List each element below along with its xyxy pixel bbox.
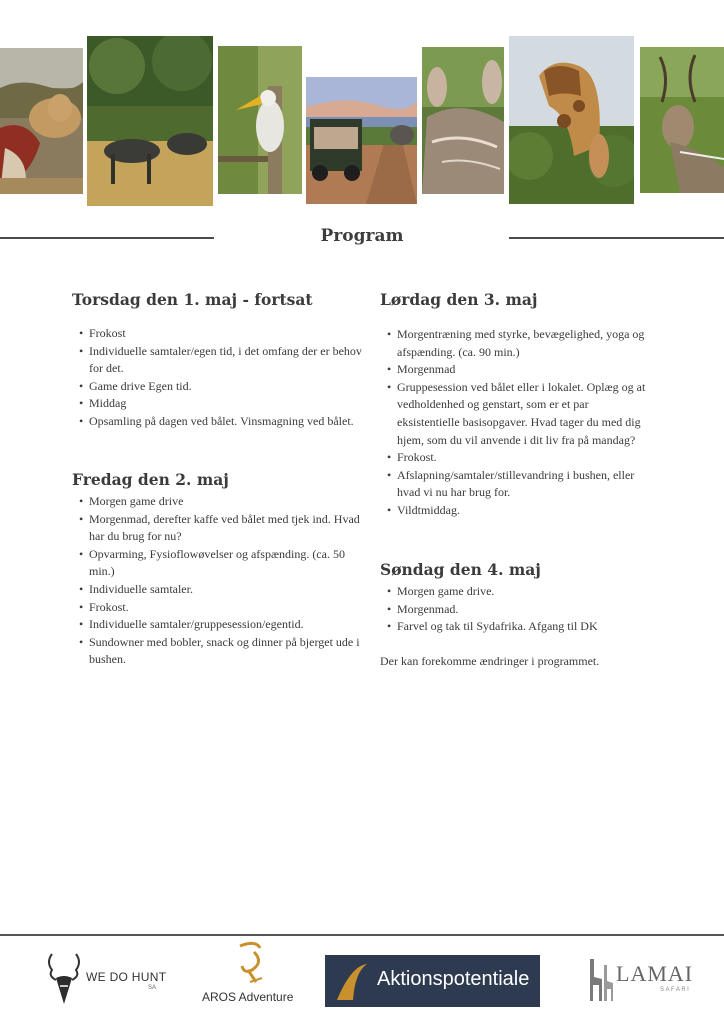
aros-name: AROS Adventure [202, 990, 294, 1004]
lamai-name: LAMAI [616, 961, 694, 986]
list-item: • Vildtmiddag. [380, 502, 652, 520]
list-item: • Afslapning/samtaler/stillevandring i bushen, eller hvad vi nu har brug for. [380, 467, 652, 502]
giraffe-logo-icon [580, 955, 616, 1003]
safari-vehicle-photo [306, 77, 417, 204]
kudu-bull-photo [640, 47, 724, 193]
lion-photo [0, 48, 83, 194]
wedohunt-sub: SA [148, 985, 157, 991]
hornbill-photo [218, 46, 302, 194]
wildebeest-photo [87, 36, 213, 206]
list-item: • Individuelle samtaler/gruppesession/egentid. [72, 616, 362, 634]
day-list [380, 583, 652, 636]
list-item: • Opsamling på dagen ved bålet. Vinsmagning ved bålet. [72, 413, 362, 431]
list-item: • Opvarming, Fysioflowøvelser og afspænding. (ca. 50 min.) [72, 546, 362, 581]
list-item: • Game drive Egen tid. [72, 378, 362, 396]
list-item: • Morgen game drive. [380, 583, 652, 601]
giraffe-photo [509, 36, 634, 204]
saturday-section [380, 290, 652, 520]
list-item: • Morgentræning med styrke, bevægelighed, yoga og afspænding. (ca. 90 min.) [380, 326, 652, 361]
list-item: • Morgenmad. [380, 601, 652, 619]
program-note: Der kan forekomme ændringer i programmet. [380, 653, 600, 668]
thursday-section [72, 290, 362, 431]
list-item: • Morgenmad [380, 361, 652, 379]
aktionspotentiale-name: Aktionspotentiale [377, 968, 530, 990]
list-item: • Frokost. [72, 599, 362, 617]
day-list [380, 326, 652, 520]
aktionspotentiale-logo [325, 955, 540, 1007]
day-heading: Søndag den 4. maj [380, 560, 541, 579]
list-item: • Morgenmad, derefter kaffe ved bålet med tjek ind. Hvad har du brug for nu? [72, 511, 362, 546]
aktion-arrow-icon [333, 962, 373, 1002]
day-heading: Torsdag den 1. maj - fortsat [72, 290, 313, 309]
wedohunt-name: WE DO HUNT [86, 970, 167, 984]
list-item: • Morgen game drive [72, 493, 362, 511]
kudu-close-photo [422, 47, 504, 194]
list-item: • Farvel og tak til Sydafrika. Afgang til DK [380, 618, 652, 636]
kudu-logo-icon [44, 952, 84, 1006]
day-heading: Lørdag den 3. maj [380, 290, 538, 309]
aros-swirl-icon [230, 940, 270, 984]
list-item: • Gruppesession ved bålet eller i lokalet. Oplæg og at vedholdenhed og genstart, som er et par eksistentielle basisopgaver. Hvad tager du med dig hjem, som du vil anvende i dit liv fra på mandag? [380, 379, 652, 449]
friday-section [72, 470, 362, 669]
page-title: Program [320, 226, 404, 246]
day-list [72, 325, 362, 431]
list-item: • Frokost. [380, 449, 652, 467]
day-heading: Fredag den 2. maj [72, 470, 229, 489]
list-item: • Frokost [72, 325, 362, 343]
day-list [72, 493, 362, 669]
list-item: • Middag [72, 395, 362, 413]
lamai-logo [580, 955, 700, 1005]
sunday-section [380, 560, 652, 669]
list-item: • Individuelle samtaler. [72, 581, 362, 599]
list-item: • Sundowner med bobler, snack og dinner på bjerget ude i bushen. [72, 634, 362, 669]
aros-logo [200, 940, 300, 1006]
lamai-sub: SAFARI [660, 987, 691, 993]
list-item: • Individuelle samtaler/egen tid, i det omfang der er behov for det. [72, 343, 362, 378]
footer-rule [0, 934, 724, 936]
wedohunt-logo [44, 952, 184, 1006]
